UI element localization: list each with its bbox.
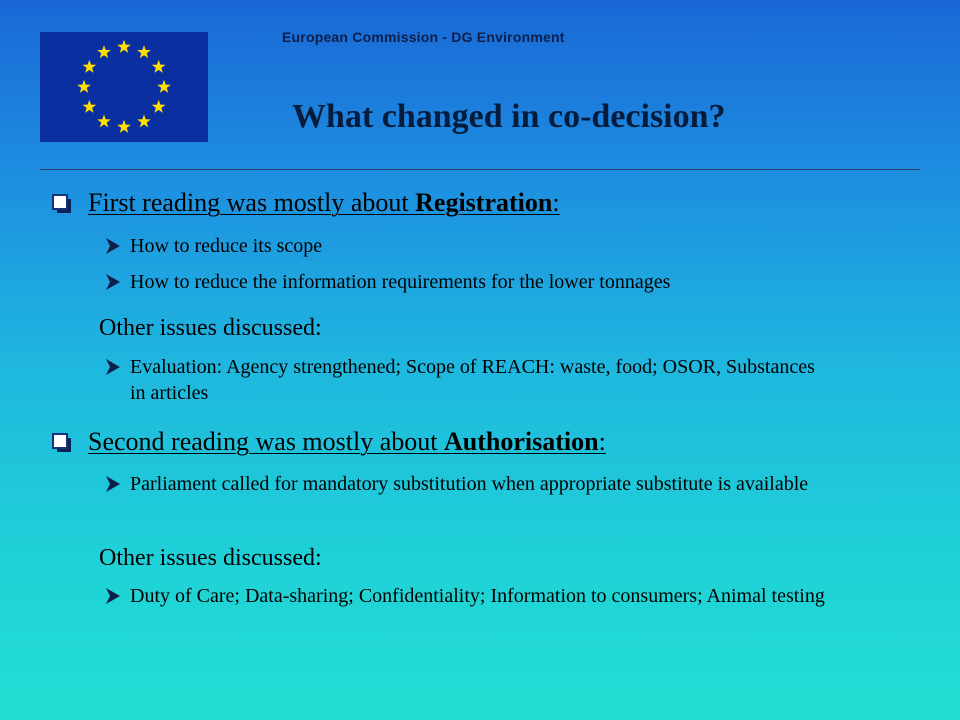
star-icon [77,80,91,93]
arrow-bullet-icon [104,272,122,292]
eu-flag-icon [40,32,208,142]
list-item [100,233,915,259]
star-icon [83,100,97,113]
eu-flag-stars [40,32,208,142]
star-icon [117,120,131,133]
heading-prefix: First reading was mostly about [88,188,416,217]
title-divider [40,169,920,170]
arrow-bullet-icon [104,586,122,606]
checkbox-bullet-icon [52,433,72,453]
other-issues-label: Other issues discussed: [99,315,322,341]
organization-name: European Commission - DG Environment [282,29,565,45]
list-item [100,269,915,295]
slide-title: What changed in co-decision? [292,98,726,135]
star-icon [157,80,171,93]
list-item-text: Duty of Care; Data-sharing; Confidentiality; Information to consumers; Animal testing [130,585,825,607]
other-issues-label: Other issues discussed: [99,545,322,571]
list-item-text: How to reduce its scope [130,235,323,257]
star-icon [83,60,97,73]
checkbox-bullet-icon [52,194,72,214]
arrow-bullet-icon [104,236,122,256]
list-item [100,471,915,497]
heading-keyword: Authorisation [444,427,599,456]
list-item [100,583,915,609]
heading-prefix: Second reading was mostly about [88,427,444,456]
heading-keyword: Registration [415,188,553,217]
section-heading-text [88,427,606,457]
list-item [100,354,915,406]
section-heading-text [88,188,560,218]
arrow-bullet-icon [104,357,122,377]
list-item-text: How to reduce the information requirements for the lower tonnages [130,271,671,293]
star-icon [137,114,151,127]
star-icon [137,45,151,58]
star-icon [97,45,111,58]
star-icon [117,40,131,53]
list-item-text: Parliament called for mandatory substitution when appropriate substitute is available [130,473,809,495]
star-icon [152,100,166,113]
list-item-text: Evaluation: Agency strengthened; Scope of REACH: waste, food; OSOR, Substances in articles [130,356,815,404]
arrow-bullet-icon [104,474,122,494]
star-icon [152,60,166,73]
heading-suffix: : [552,188,560,217]
star-icon [97,114,111,127]
heading-suffix: : [598,427,606,456]
